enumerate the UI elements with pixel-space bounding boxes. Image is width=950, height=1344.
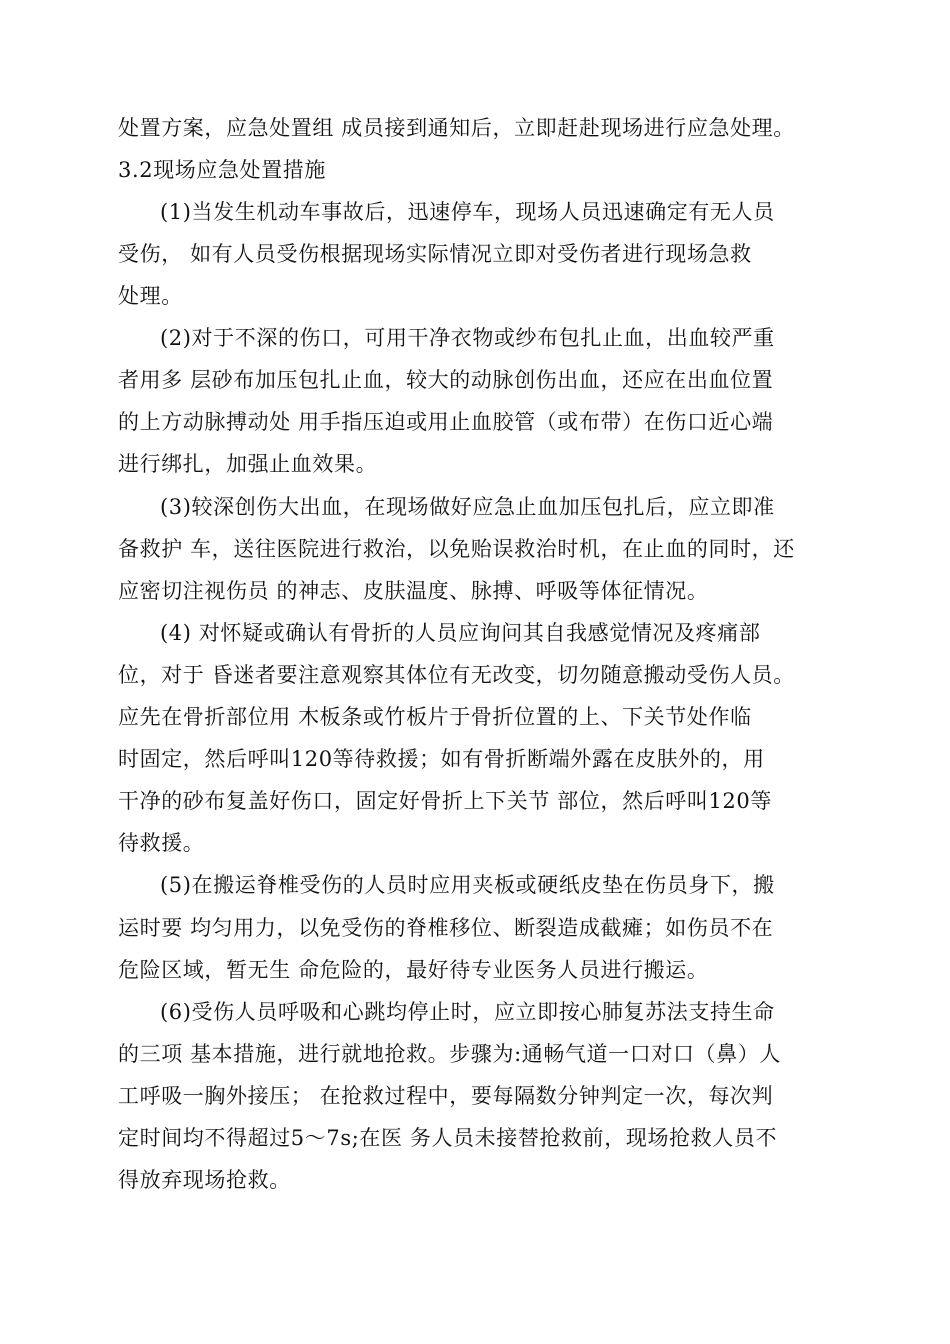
text-line: 备救护 车，送往医院进行救治，以免贻误救治时机，在止血的同时，还 [118, 537, 795, 561]
section-heading: 3.2现场应急处置措施 [118, 158, 326, 182]
text-line: 的上方动脉搏动处 用手指压迫或用止血胶管（或布带）在伤口近心端 [118, 410, 774, 434]
text-line: 时固定，然后呼叫120等待救援；如有骨折断端外露在皮肤外的，用 [118, 747, 765, 771]
text-line: 进行绑扎，加强止血效果。 [118, 452, 378, 476]
text-line: (6)受伤人员呼吸和心跳均停止时，应立即按心肺复苏法支持生命 [160, 1000, 775, 1024]
text-line: (5)在搬运脊椎受伤的人员时应用夹板或硬纸皮垫在伤员身下，搬 [160, 873, 775, 897]
text-line: 应密切注视伤员 的神志、皮肤温度、脉搏、呼吸等体征情况。 [118, 579, 709, 603]
text-line: 危险区域，暂无生 命危险的，最好待专业医务人员进行搬运。 [118, 958, 709, 982]
text-line: (1)当发生机动车事故后，迅速停车，现场人员迅速确定有无人员 [160, 200, 775, 224]
text-line: 者用多 层砂布加压包扎止血，较大的动脉创伤出血，还应在出血位置 [118, 368, 774, 392]
text-line: 定时间均不得超过5〜7s;在医 务人员未接替抢救前，现场抢救人员不 [118, 1126, 778, 1150]
text-line: 得放弃现场抢救。 [118, 1168, 291, 1192]
text-line: 处置方案，应急处置组 成员接到通知后，立即赶赴现场进行应急处理。 [118, 116, 795, 140]
text-line: (4) 对怀疑或确认有骨折的人员应询问其自我感觉情况及疼痛部 [160, 621, 761, 645]
text-line: (3)较深创伤大出血，在现场做好应急止血加压包扎后，应立即准 [160, 495, 775, 519]
text-line: (2)对于不深的伤口，可用干净衣物或纱布包扎止血，出血较严重 [160, 326, 775, 350]
text-line: 受伤， 如有人员受伤根据现场实际情况立即对受伤者进行现场急救 [118, 242, 752, 266]
text-line: 工呼吸一胸外接压； 在抢救过程中，要每隔数分钟判定一次，每次判 [118, 1084, 774, 1108]
text-line: 应先在骨折部位用 木板条或竹板片于骨折位置的上、下关节处作临 [118, 705, 752, 729]
text-line: 处理。 [118, 284, 183, 308]
text-line: 位，对于 昏迷者要注意观察其体位有无改变，切勿随意搬动受伤人员。 [118, 663, 795, 687]
text-line: 干净的砂布复盖好伤口，固定好骨折上下关节 部位，然后呼叫120等 [118, 789, 772, 813]
text-line: 的三项 基本措施，进行就地抢救。步骤为:通畅气道一口对口（鼻）人 [118, 1042, 781, 1066]
text-line: 待救援。 [118, 831, 205, 855]
text-line: 运时要 均匀用力，以免受伤的脊椎移位、断裂造成截瘫；如伤员不在 [118, 916, 774, 940]
